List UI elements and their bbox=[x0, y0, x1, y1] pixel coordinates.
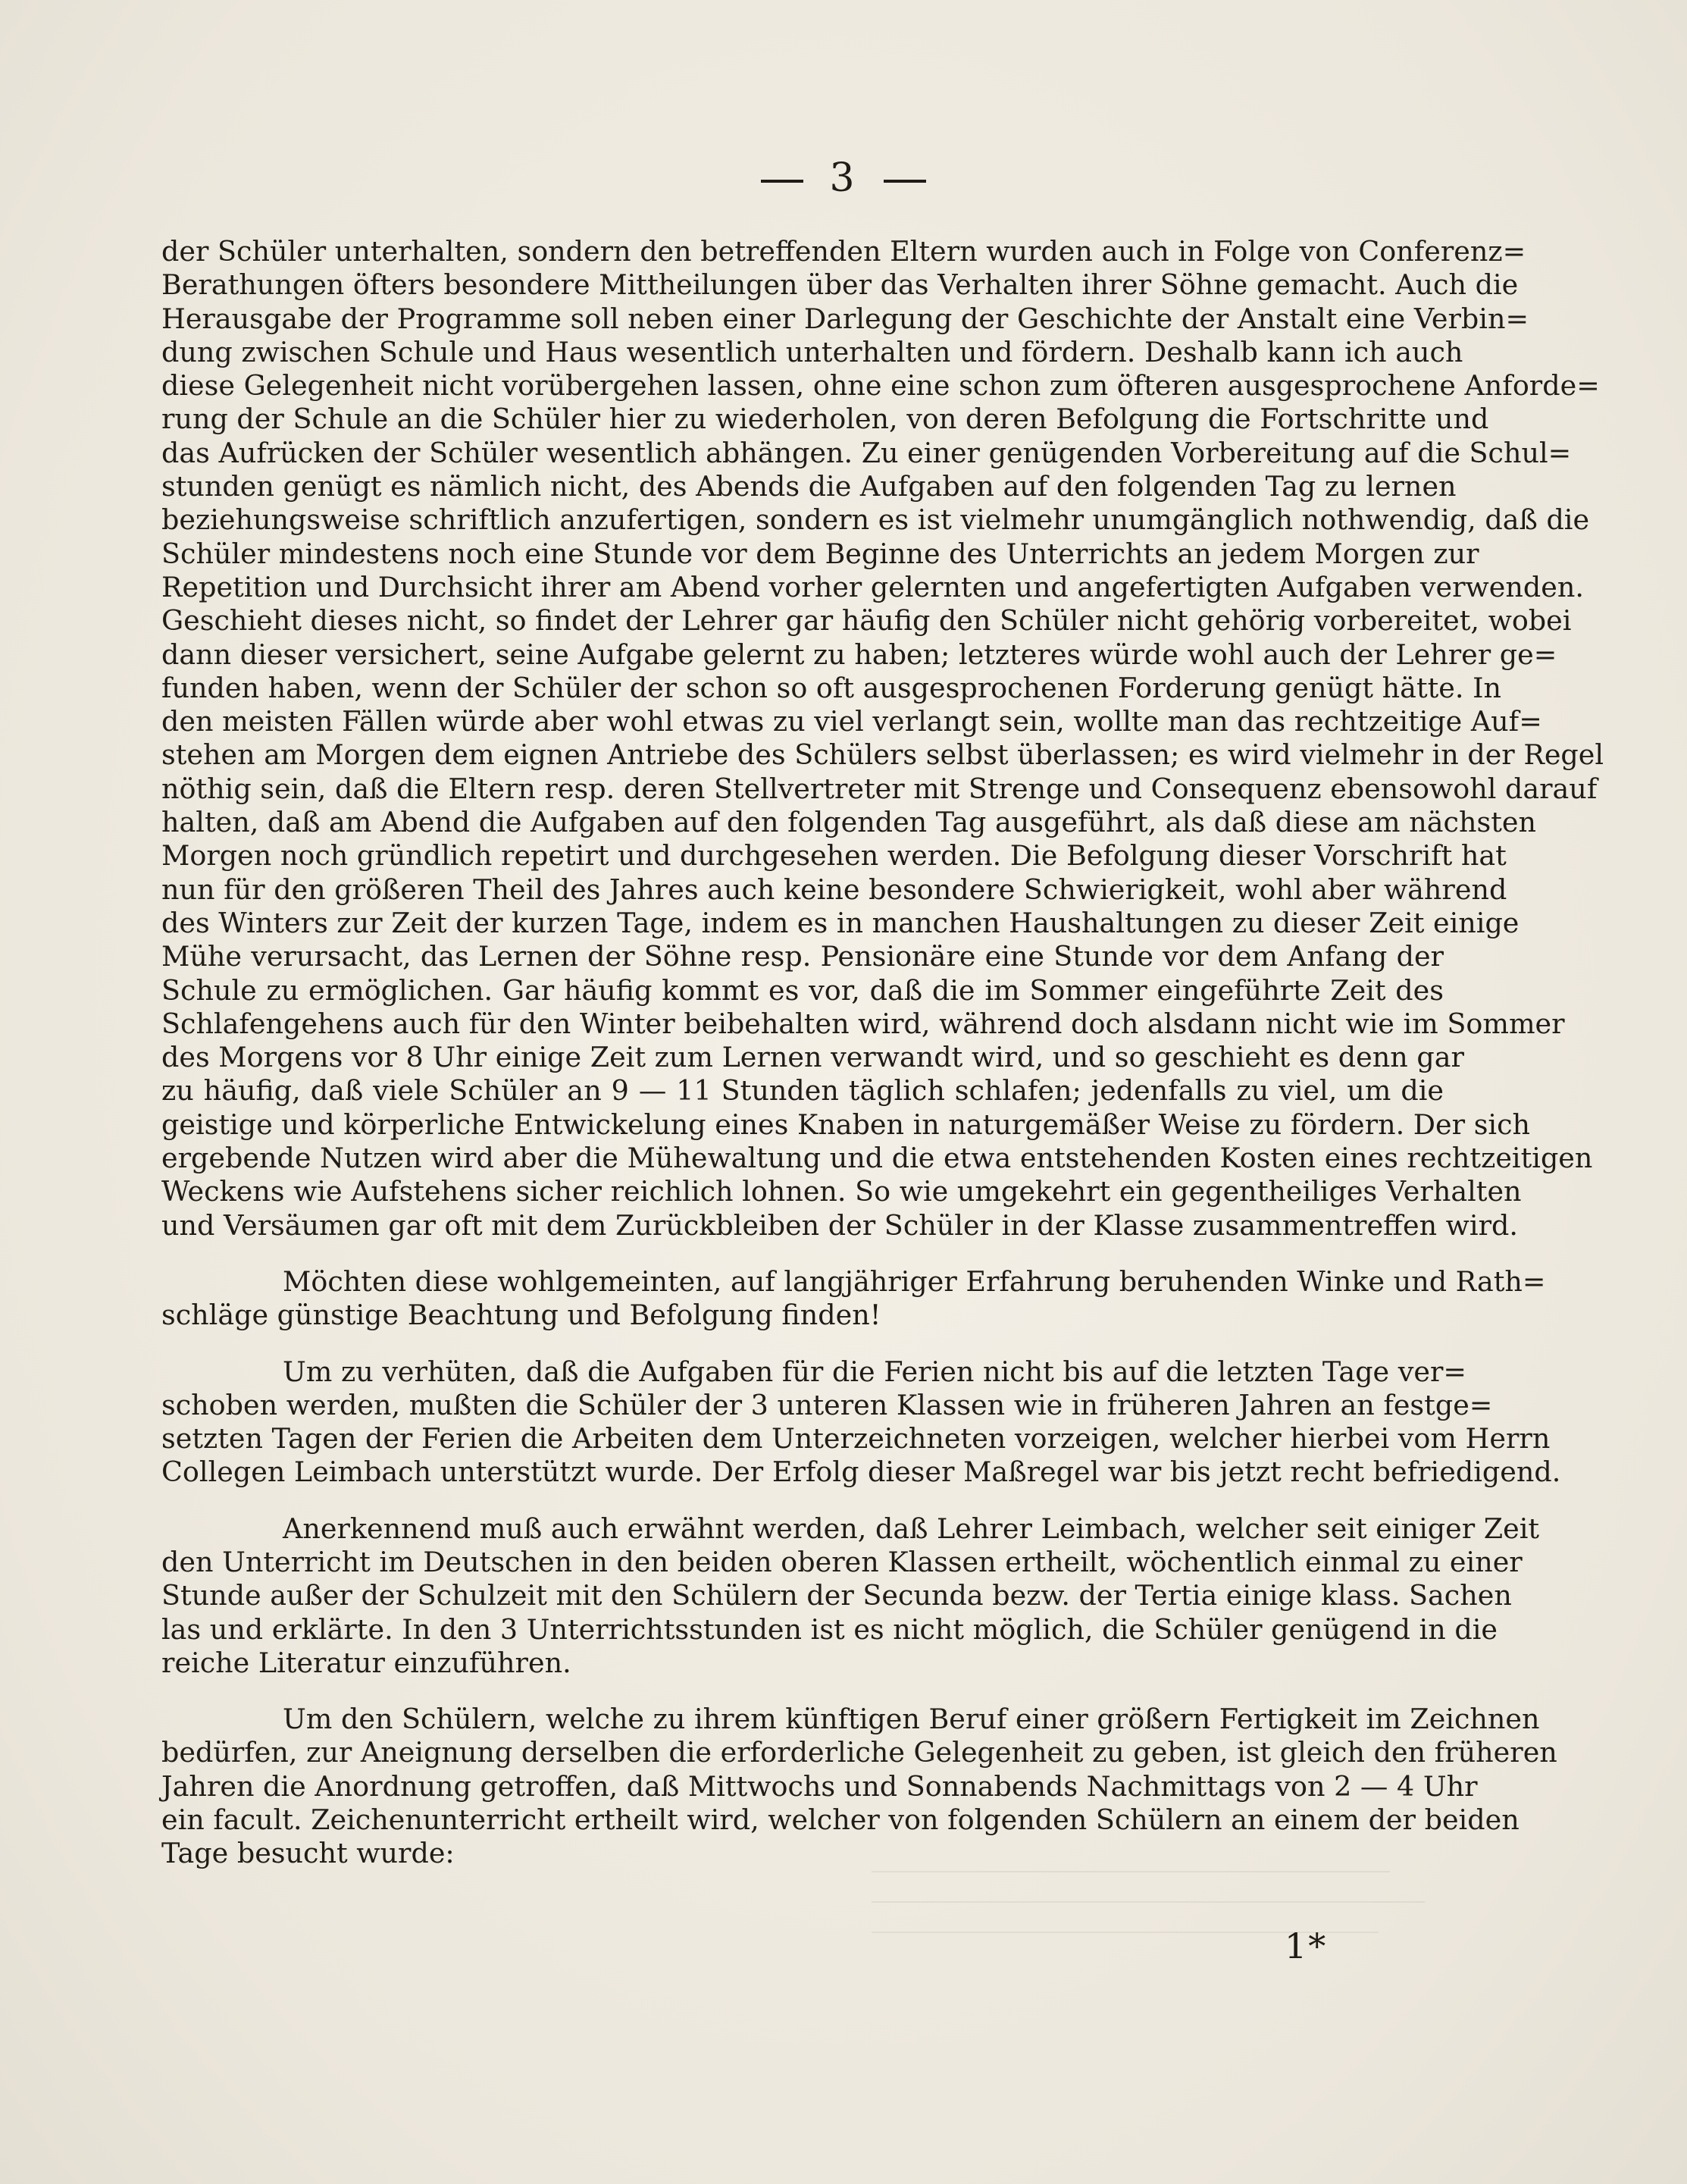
text-line: des Morgens vor 8 Uhr einige Zeit zum Lernen verwandt wird, und so geschieht es denn gar bbox=[161, 1041, 1464, 1074]
text-line: stehen am Morgen dem eignen Antriebe des Schülers selbst überlassen; es wird vielmehr in der Regel bbox=[161, 738, 1604, 772]
text-line: Anerkennend muß auch erwähnt werden, daß Lehrer Leimbach, welcher seit einiger Zeit bbox=[283, 1512, 1540, 1545]
header-dash-left bbox=[761, 180, 803, 183]
text-line: dung zwischen Schule und Haus wesentlich unterhalten und fördern. Deshalb kann ich auch bbox=[161, 335, 1463, 368]
text-line: den Unterricht im Deutschen in den beiden oberen Klassen ertheilt, wöchentlich einmal zu einer bbox=[161, 1545, 1523, 1578]
paragraph bbox=[161, 1355, 1561, 1490]
text-line: nun für den größeren Theil des Jahres auch keine besondere Schwierigkeit, wohl aber während bbox=[161, 873, 1507, 906]
text-line: Schüler mindestens noch eine Stunde vor dem Beginne des Unterrichts an jedem Morgen zur bbox=[161, 537, 1479, 570]
text-line: Möchten diese wohlgemeinten, auf langjähriger Erfahrung beruhenden Winke und Rath= bbox=[283, 1264, 1546, 1298]
text-line: setzten Tagen der Ferien die Arbeiten dem Unterzeichneten vorzeigen, welcher hierbei vom Herrn bbox=[161, 1422, 1551, 1455]
text-line: reiche Literatur einzuführen. bbox=[161, 1646, 571, 1679]
text-line: las und erklärte. In den 3 Unterrichtsstunden ist es nicht möglich, die Schüler genügend in die bbox=[161, 1612, 1498, 1646]
text-line: halten, daß am Abend die Aufgaben auf den folgenden Tag ausgeführt, als daß diese am nächsten bbox=[161, 806, 1536, 839]
text-line: den meisten Fällen würde aber wohl etwas zu viel verlangt sein, wollte man das rechtzeitige Auf= bbox=[161, 705, 1542, 738]
text-line: rung der Schule an die Schüler hier zu wiederholen, von deren Befolgung die Fortschritte und bbox=[161, 403, 1489, 436]
text-line: schoben werden, mußten die Schüler der 3 unteren Klassen wie in früheren Jahren an festge= bbox=[161, 1388, 1493, 1421]
text-line: Herausgabe der Programme soll neben einer Darlegung der Geschichte der Anstalt eine Verbin= bbox=[161, 302, 1529, 335]
paragraph bbox=[161, 1264, 1546, 1333]
header-dash-right bbox=[884, 180, 926, 183]
text-line: funden haben, wenn der Schüler der schon so oft ausgesprochenen Forderung genügt hätte. In bbox=[161, 671, 1502, 704]
paragraph bbox=[161, 1703, 1557, 1870]
text-line: Morgen noch gründlich repetirt und durchgesehen werden. Die Befolgung dieser Vorschrift hat bbox=[161, 839, 1507, 873]
text-line: Um den Schülern, welche zu ihrem künftigen Beruf einer größern Fertigkeit im Zeichnen bbox=[283, 1703, 1540, 1736]
text-line: ergebende Nutzen wird aber die Mühewaltung und die etwa entstehenden Kosten eines rechtzeitigen bbox=[161, 1142, 1593, 1175]
text-line: das Aufrücken der Schüler wesentlich abhängen. Zu einer genügenden Vorbereitung auf die Schul= bbox=[161, 436, 1572, 469]
body-text bbox=[161, 235, 1604, 1871]
page-number: 3 bbox=[829, 155, 858, 201]
text-line: des Winters zur Zeit der kurzen Tage, indem es in manchen Haushaltungen zu dieser Zeit einige bbox=[161, 906, 1520, 939]
text-line: Berathungen öfters besondere Mittheilungen über das Verhalten ihrer Söhne gemacht. Auch die bbox=[161, 268, 1519, 302]
text-line: der Schüler unterhalten, sondern den betreffenden Eltern wurden auch in Folge von Conferenz= bbox=[161, 235, 1526, 268]
text-line: Um zu verhüten, daß die Aufgaben für die Ferien nicht bis auf die letzten Tage ver= bbox=[283, 1355, 1467, 1388]
text-line: ein facult. Zeichenunterricht ertheilt wird, welcher von folgenden Schülern an einem der beiden bbox=[161, 1803, 1520, 1837]
text-line: Schule zu ermöglichen. Gar häufig kommt es vor, daß die im Sommer eingeführte Zeit des bbox=[161, 973, 1444, 1007]
text-line: Geschieht dieses nicht, so findet der Lehrer gar häufig den Schüler nicht gehörig vorbereitet, wobei bbox=[161, 604, 1572, 638]
paragraph bbox=[161, 235, 1604, 1242]
text-line: und Versäumen gar oft mit dem Zurückbleiben der Schüler in der Klasse zusammentreffen wird. bbox=[161, 1208, 1519, 1242]
text-line: dann dieser versichert, seine Aufgabe gelernt zu haben; letzteres würde wohl auch der Lehrer ge= bbox=[161, 638, 1557, 671]
text-line: bedürfen, zur Aneignung derselben die erforderliche Gelegenheit zu geben, ist gleich den früheren bbox=[161, 1736, 1557, 1769]
text-line: Collegen Leimbach unterstützt wurde. Der Erfolg dieser Maßregel war bis jetzt recht befriedigend. bbox=[161, 1455, 1561, 1489]
signature-mark: 1* bbox=[1285, 1925, 1328, 1966]
text-line: Schlafengehens auch für den Winter beibehalten wird, während doch alsdann nicht wie im Sommer bbox=[161, 1007, 1565, 1040]
text-line: beziehungsweise schriftlich anzufertigen, sondern es ist vielmehr unumgänglich nothwendig, daß die bbox=[161, 503, 1590, 537]
text-line: Jahren die Anordnung getroffen, daß Mittwochs und Sonnabends Nachmittags von 2 — 4 Uhr bbox=[161, 1769, 1478, 1803]
text-line: Weckens wie Aufstehens sicher reichlich lohnen. So wie umgekehrt ein gegentheiliges Verhalten bbox=[161, 1175, 1522, 1208]
text-line: Stunde außer der Schulzeit mit den Schülern der Secunda bezw. der Tertia einige klass. Sachen bbox=[161, 1579, 1512, 1612]
text-line: Mühe verursacht, das Lernen der Söhne resp. Pensionäre eine Stunde vor dem Anfang der bbox=[161, 940, 1444, 973]
text-line: stunden genügt es nämlich nicht, des Abends die Aufgaben auf den folgenden Tag zu lernen bbox=[161, 470, 1457, 503]
text-line: geistige und körperliche Entwickelung eines Knaben in naturgemäßer Weise zu fördern. Der sich bbox=[161, 1108, 1531, 1141]
text-line: diese Gelegenheit nicht vorübergehen lassen, ohne eine schon zum öfteren ausgesprochene Anforde= bbox=[161, 369, 1600, 403]
page-header bbox=[0, 155, 1687, 201]
text-line: zu häufig, daß viele Schüler an 9 — 11 Stunden täglich schlafen; jedenfalls zu viel, um die bbox=[161, 1074, 1444, 1108]
text-line: nöthig sein, daß die Eltern resp. deren Stellvertreter mit Strenge und Consequenz ebensowohl darauf bbox=[161, 772, 1598, 805]
text-line: Tage besucht wurde: bbox=[161, 1837, 455, 1870]
paragraph bbox=[161, 1512, 1540, 1680]
text-line: schläge günstige Beachtung und Befolgung finden! bbox=[161, 1299, 881, 1332]
text-line: Repetition und Durchsicht ihrer am Abend vorher gelernten und angefertigten Aufgaben verwenden. bbox=[161, 570, 1584, 603]
